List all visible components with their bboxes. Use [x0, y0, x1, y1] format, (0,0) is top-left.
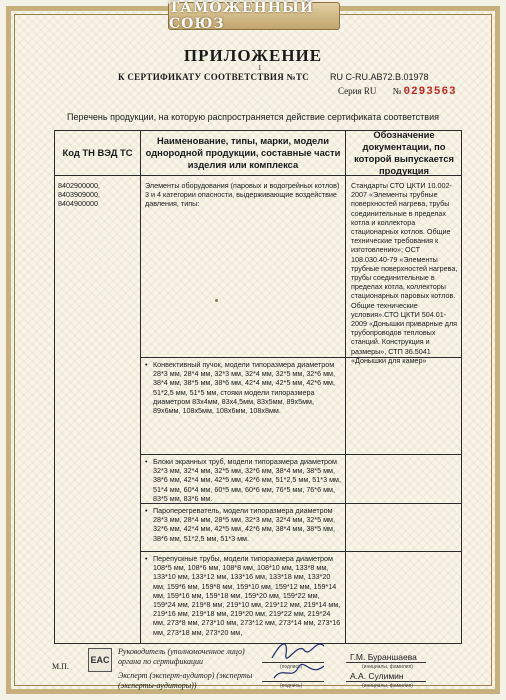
customs-union-banner: ТАМОЖЕННЫЙ СОЮЗ	[168, 2, 340, 30]
name-line	[346, 662, 426, 663]
header-docs: Обозначение документации, по которой выпускается продукция	[354, 129, 454, 176]
list-item: • Конвективный пучок, модели типоразмера диаметром 28*3 мм, 28*4 мм, 32*3 мм, 32*4 мм, 32*5 мм, 32*6 мм, 38*4 мм, 38*5 мм, 38*6 мм, 42*4 мм, 42*5 мм, 42*6 мм, 51*2,5 мм, 51*5 мм, стояки модели типоразмера диаметром 83х4мм, 83х4,5мм, 83х5мм, 89х5мм, 89х6мм, 108х5мм, 108х6мм, 108х8мм.	[145, 360, 335, 416]
column-divider	[140, 131, 141, 643]
sheet-number: 1	[258, 64, 262, 72]
header-name: Наименование, типы, марки, модели однородной продукции, составные части изделия или комплекса	[145, 135, 341, 170]
head-name-caption: (инициалы, фамилия)	[362, 664, 413, 670]
series-line	[338, 86, 457, 98]
eac-mark: EAC	[88, 648, 112, 672]
name-line	[346, 681, 426, 682]
code-item: 8404900000	[58, 199, 98, 209]
list-item: • Перепускные трубы, модели типоразмера диаметром 108*5 мм, 108*6 мм, 108*8 мм, 108*10 мм, 133*8 мм, 133*10 мм, 133*12 мм, 133*16 мм, 133*18 мм, 133*20 мм, 159*6 мм, 159*8 мм, 159*10 мм, 159*12 мм, 159*14 мм, 159*16 мм, 159*18 мм, 159*20 мм, 159*22 мм, 159*24 мм, 219*8 мм, 219*10 мм, 219*12 мм, 219*14 мм, 219*16 мм, 219*18 мм, 219*20 мм, 219*22 мм, 219*24 мм, 273*8 мм, 273*10 мм, 273*12 мм, 273*14 мм, 273*16 мм, 273*18 мм, 273*20 мм,	[145, 554, 341, 637]
list-item: • Блоки экранных труб, модели типоразмера диаметром 32*3 мм, 32*4 мм, 32*5 мм, 32*6 мм, 38*4 мм, 38*5 мм, 38*6 мм, 42*4 мм, 42*5 мм, 42*6 мм, 51*2,5 мм, 51*3 мм, 51*4 мм, 60*4 мм, 60*5 мм, 60*6 мм, 76*5 мм, 76*6 мм, 83*5 мм, 83*6 мм.	[145, 457, 341, 503]
list-item: • Пароперегреватель, модели типоразмера диаметром 28*3 мм, 28*4 мм, 28*5 мм, 32*3 мм, 32*4 мм, 32*5 мм, 32*6 мм, 42*4 мм, 42*5 мм, 42*6 мм, 38*4 мм, 38*5 мм, 38*6 мм, 51*2,5 мм, 51*3 мм.	[145, 506, 335, 543]
paper-mark	[215, 299, 218, 302]
certificate-label: К СЕРТИФИКАТУ СООТВЕТСТВИЯ №ТС	[118, 72, 310, 82]
item-divider	[140, 551, 461, 552]
item-divider	[140, 454, 461, 455]
series-code: RU	[363, 86, 377, 96]
column-divider	[345, 131, 346, 643]
expert-name-caption: (инициалы, фамилия)	[362, 683, 413, 689]
expert-sign-caption: (подпись)	[280, 683, 303, 689]
certificate-number: RU C-RU.АВ72.В.01978	[330, 72, 429, 82]
series-label: Серия	[338, 86, 362, 96]
products-table	[54, 130, 462, 644]
code-item: 8403909000,	[58, 190, 100, 200]
code-item: 8402900000,	[58, 181, 100, 190]
head-name: Г.М. Бураншаева	[350, 652, 417, 662]
codes-cell	[58, 181, 138, 209]
head-sign-caption: (подпись)	[280, 664, 303, 670]
standards-cell: Стандарты СТО ЦКТИ 10.002-2007 «Элементы трубные поверхностей нагрева, трубы соединительные в пределах котла и коллектора стационарных котлов. Общие технические требования к изготовлению»; ОСТ 108.030.40-79 «Элементы трубные поверхностей нагрева, трубы соединительные в пределах котла, коллекторы стационарных паровых котлов. Общие технические условия».СТО ЦКТИ 504.01-2009 «Донышки приварные для трубопроводов тепловых станций. Конструкция и размеры», СТП 36.5041 «Донышки для камер»	[351, 181, 458, 365]
expert-name: А.А. Сулимин	[350, 671, 404, 681]
item-divider	[140, 503, 461, 504]
header-code: Код ТН ВЭД ТС	[62, 147, 133, 158]
head-label: Руководитель (уполномоченное лицо) органа по сертификации	[118, 647, 245, 666]
series-number: 0293563	[403, 86, 457, 98]
description-cell: Элементы оборудования (паровых и водогрейных котлов) 3 и 4 категории опасности, выдерживающие воздействие давления, типы:	[145, 181, 340, 209]
number-label: №	[392, 86, 402, 96]
page-title: ПРИЛОЖЕНИЕ	[183, 46, 323, 65]
expert-label: Эксперт (эксперт-аудитор) (эксперты (эксперты-аудиторы))	[118, 671, 253, 690]
stamp-place-label: М.П.	[52, 662, 69, 671]
expert-signature	[270, 660, 328, 684]
intro-text: Перечень продукции, на которую распространяется действие сертификата соответствия	[67, 112, 439, 122]
